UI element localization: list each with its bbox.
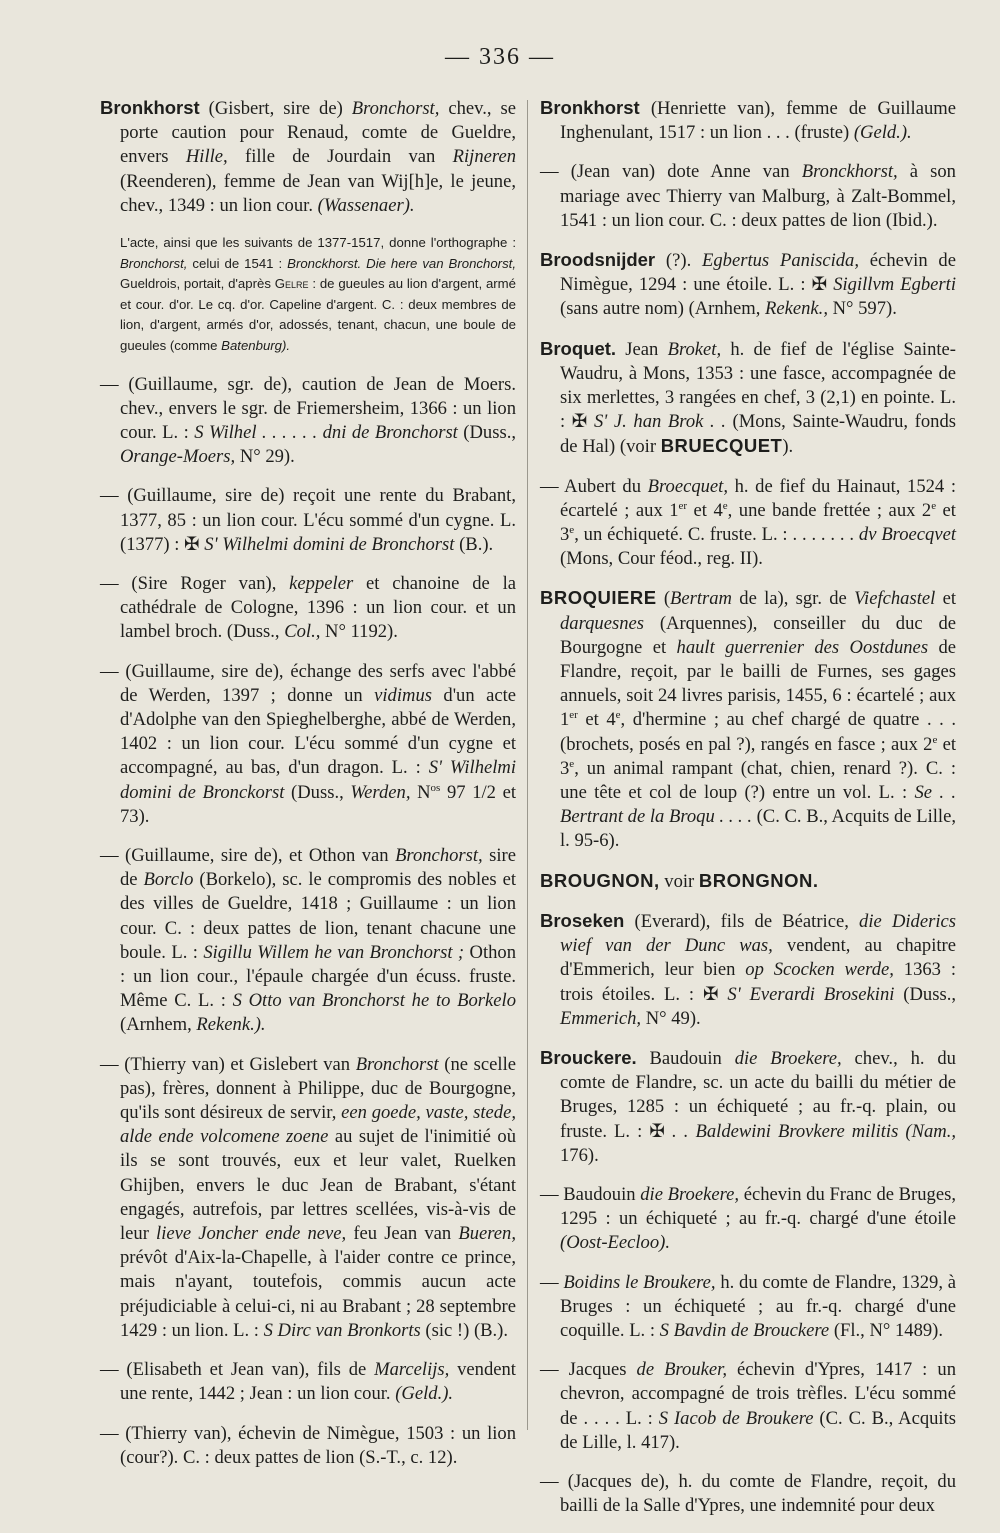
entry-brougnon — [540, 869, 956, 894]
entry-italic: (Oost-Eecloo). — [560, 1232, 670, 1254]
right-column — [540, 96, 956, 1533]
column-divider — [527, 100, 528, 1430]
entry-italic: keppeler — [289, 573, 354, 594]
entry-italic: die Diderics wief van der Dunc was, — [560, 910, 956, 957]
entry-italic: S Wilhel . . . . . . dni de Bronchorst — [194, 421, 458, 443]
superscript: e — [932, 733, 938, 746]
entry-text: (Duss., — [284, 781, 351, 803]
entry-text: — (Guillaume, sire de), échange des serfs avec l'abbé de Werden, 1397 ; donne un — [100, 660, 516, 706]
entry-italic: de Brouker, — [636, 1359, 727, 1381]
entry-italic: Col., — [284, 621, 321, 643]
entry-text: et chanoine de la cathédrale de Cologne, 1396 : un lion cour. et un lambel broch. (Duss., — [120, 573, 516, 643]
entry-heading: BROUGNON, — [540, 869, 660, 891]
entry-text: h. de fief du Hainaut, 1524 : écartelé ; aux 1 — [560, 475, 956, 521]
entry-italic: Bronchorst — [355, 1053, 439, 1075]
entry-text: chev., se porte caution pour Renaud, comte de Gueldre, envers — [120, 98, 516, 168]
entry-italic: (Wassenaer). — [317, 194, 415, 216]
entry-thierry-gislebert-1429 — [100, 1053, 516, 1343]
superscript: e — [569, 757, 575, 770]
left-column — [100, 96, 516, 1485]
cross-icon: ✠ — [571, 411, 588, 433]
page-number: — 336 — — [445, 44, 555, 70]
entry-italic: (Geld.). — [395, 1383, 454, 1405]
entry-italic: Emmerich, — [560, 1007, 642, 1029]
entry-italic: die Broekere, — [640, 1183, 740, 1205]
entry-text: — Jacques — [540, 1359, 637, 1381]
entry-italic: S' Wilhelmi domini de Bronchorst — [199, 533, 455, 555]
entry-baudouin-1295 — [540, 1183, 956, 1256]
entry-text: Baudouin — [636, 1047, 735, 1069]
entry-text: — — [540, 1271, 564, 1293]
entry-bronkhorst-gisbert — [100, 96, 516, 218]
entry-roger — [100, 572, 516, 645]
entry-italic: Rijneren — [452, 146, 516, 168]
entry-italic: Borclo — [143, 869, 194, 891]
entry-text: échevin d'Ypres, 1417 : un chevron, accompagné de trois trèfles. L'écu sommé de . . . . L. : — [560, 1359, 956, 1429]
entry-text: h. du comte de Flandre, 1329, à Bruges : un échiqueté ; au fr.-q. chargé d'une coquille. L. : — [560, 1271, 956, 1341]
entry-text: N° 597). — [827, 298, 897, 320]
entry-text: de la), sgr. de — [732, 588, 855, 610]
entry-italic: S Bavdin de Brouckere — [659, 1319, 830, 1341]
note-text: : de gueules au lion d'argent, armé et cour. d'or. Le cq. d'or. Capeline d'argent. C. : deux membres de lion, d'argent, armés d'or, adossés, tenant, chacun, une boule de gueules (comme — [120, 276, 516, 353]
entry-text: Jean — [616, 338, 668, 360]
entry-text: au sujet de l'inimitié où ils se sont trouvés, eux et leur valet, Ruelken Ghijben, envers le duc Jean de Brabant, s'étant engagés, autrefois, par lettres scellées, vis-à-vis de leur — [120, 1126, 516, 1245]
note-text: Gueldrois, portait, d'après — [120, 276, 275, 292]
entry-text: ( — [656, 588, 671, 610]
entry-italic: Bertram — [670, 588, 732, 610]
entry-italic: S Otto van Bronchorst he to Borkelo — [232, 990, 516, 1012]
entry-text: (?). — [655, 250, 703, 272]
entry-text: , un échiqueté. C. fruste. L. : . . . . . . . — [574, 524, 859, 546]
entry-text: et — [935, 588, 956, 610]
entry-guillaume-1377 — [100, 484, 516, 557]
entry-thierry-1503 — [100, 1422, 516, 1470]
entry-text: (Duss., — [894, 983, 956, 1005]
entry-italic: lieve Joncher ende neve, — [156, 1223, 347, 1245]
entry-text: à son mariage avec Thierry van Malburg, à Zalt-Bommel, 1541 : un lion cour. C. : deux pattes de lion (Ibid.). — [560, 161, 956, 231]
entry-heading: BROQUIERE — [540, 587, 657, 609]
entry-text: voir — [659, 870, 699, 892]
note-italic: Bronchorst, — [120, 255, 188, 271]
cross-reference: BRONGNON. — [698, 869, 819, 891]
entry-guillaume-1366 — [100, 373, 516, 470]
entry-italic: . . Baldewini Brovkere militis (Nam., — [664, 1120, 956, 1142]
entry-text: — (Guillaume, sgr. de), caution de Jean de Moers. chev., envers le sgr. de Friemersheim, 1366 : un lion cour. L. : — [100, 373, 516, 443]
entry-text: (sic !) (B.). — [420, 1319, 509, 1341]
entry-broodsnijder — [540, 248, 956, 322]
entry-italic: op Scocken werde, — [745, 959, 894, 981]
entry-text: (Arnhem, — [120, 1014, 197, 1036]
entry-text: , un animal rampant (chat, chien, renard ?). C. : une tête et col de loup (?) entre un vol. L. : — [560, 757, 956, 804]
entry-italic: Bueren, — [458, 1223, 516, 1245]
entry-italic: vidimus — [374, 684, 432, 706]
entry-broseken — [540, 909, 956, 1031]
entry-italic: Sigillu Willem he van Bronchorst ; — [203, 941, 465, 963]
entry-text: (B.). — [454, 533, 494, 555]
superscript: e — [569, 523, 575, 536]
entry-text: 1363 : trois étoiles. L. : — [560, 959, 956, 1005]
superscript: os — [430, 781, 441, 794]
entry-text: ). — [782, 436, 794, 458]
note-smallcaps: Gelre — [274, 276, 309, 292]
entry-text: échevin de Nimègue, 1294 : une étoile. L. : — [560, 250, 956, 296]
entry-text: 97 1/2 et 73). — [120, 781, 517, 827]
footnote — [100, 233, 516, 357]
entry-italic: Bronckhorst, — [801, 161, 898, 183]
entry-text: , une bande frettée ; aux 2 — [727, 499, 932, 521]
entry-text: — (Sire Roger van), — [100, 573, 290, 594]
entry-text: (Borkelo), sc. le compromis des nobles et des villes de Gueldre, 1418 ; Guillaume : un lion cour. C. : deux pattes de lion, tenant chacune une boule. L. : — [120, 869, 516, 963]
entry-text: (Duss., — [457, 421, 516, 443]
entry-text: vendent une rente, 1442 ; Jean : un lion cour. — [120, 1359, 516, 1405]
entry-aubert-1524 — [540, 475, 956, 572]
superscript: e — [931, 499, 937, 512]
entry-broquiere — [540, 586, 956, 853]
superscript: e — [722, 499, 728, 512]
entry-text: (Arquennes), conseiller du duc de Bourgogne et — [560, 612, 956, 658]
superscript: er — [678, 499, 688, 512]
superscript: er — [569, 709, 578, 722]
superscript: e — [615, 709, 621, 722]
entry-text: h. de fief de l'église Sainte-Waudru, à Mons, 1353 : une fasce, accompagnée de six merlettes, 3 rangées en chef, 3 (2,1) en pointe. L. : — [560, 338, 956, 433]
entry-italic: Egbertus Paniscida, — [702, 250, 859, 272]
entry-italic: S' Everardi Brosekini — [718, 983, 895, 1005]
entry-italic: Se . . Bertrant de la Broqu . . . . — [560, 782, 956, 828]
entry-heading: Broseken — [540, 909, 625, 931]
entry-text: fille de Jourdain van — [227, 146, 453, 168]
entry-text: N° 29). — [235, 446, 295, 468]
entry-text: sire de — [120, 845, 516, 891]
entry-text: — (Jean van) dote Anne van — [540, 161, 802, 183]
entry-text: (Mons, Sainte-Waudru, fonds de Hal) (voir — [560, 411, 956, 458]
note-italic: Bronckhorst. Die here van Bronchorst, — [287, 255, 516, 271]
entry-italic: Marcelijs, — [374, 1359, 450, 1381]
entry-italic: darquesnes — [560, 612, 645, 634]
entry-guillaume-1397 — [100, 660, 516, 829]
entry-text: N° 1192). — [320, 621, 398, 643]
note-text: L'acte, ainsi que les suivants de 1377-1517, donne l'orthographe : — [120, 235, 516, 251]
entry-text: — (Guillaume, sire de), et Othon van — [100, 845, 396, 867]
entry-text: (Reenderen), femme de Jean van Wij[h]e, le jeune, chev., 1349 : un lion cour. — [120, 170, 516, 216]
entry-italic: Broket, — [667, 338, 722, 360]
cross-icon: ✠ — [649, 1120, 665, 1142]
entry-italic: die Broekere, — [734, 1047, 842, 1069]
entry-text: (C. C. B., Acquits de Lille, l. 417). — [560, 1407, 957, 1453]
note-text: celui de 1541 : — [187, 255, 288, 271]
entry-text: et 4 — [577, 709, 616, 731]
entry-text: 176). — [560, 1144, 599, 1166]
entry-text: et 3 — [560, 733, 956, 779]
entry-heading: Broodsnijder — [540, 249, 656, 271]
entry-text: — Baudouin — [540, 1183, 641, 1205]
entry-italic: S Dirc van Bronkorts — [263, 1319, 421, 1341]
entry-text: (sans autre nom) (Arnhem, — [560, 298, 765, 320]
entry-jean-1541 — [540, 160, 956, 233]
entry-elisabeth-jean-1442 — [100, 1358, 516, 1406]
entry-text: de Flandre, reçoit, par le bailli de Furnes, ses gages annuels, soit 24 livres parisis, 1455, 6 : écartelé ; aux 1 — [560, 636, 957, 731]
entry-brouckere — [540, 1046, 956, 1168]
entry-text: (Mons, Cour féod., reg. II). — [560, 548, 763, 570]
entry-text: — (Elisabeth et Jean van), fils de — [100, 1359, 375, 1381]
entry-italic: Viefchastel — [854, 588, 936, 610]
entry-heading: Bronkhorst — [100, 97, 200, 118]
entry-italic: S Iacob de Broukere — [658, 1407, 814, 1429]
entry-italic: S' J. han Brok . . — [587, 411, 726, 433]
entry-text: d'un acte d'Adolphe van den Spieghelberghe, abbé de Werden, 1402 : un lion cour. L'écu sommé d'un cygne et accompagné, au bas, d'un dragon. L. : — [120, 684, 516, 779]
entry-jacques-1417 — [540, 1358, 956, 1455]
entry-text: — (Guillaume, sire de) reçoit une rente du Brabant, 1377, 85 : un lion cour. L'écu sommé d'un cygne. L. (1377) : — [100, 485, 516, 555]
entry-heading: Broquet. — [540, 337, 617, 359]
entry-text: — (Thierry van), échevin de Nimègue, 1503 : un lion (cour?). C. : deux pattes de lion (S.-T., c. 12). — [100, 1422, 516, 1468]
entry-italic: een goede, vaste, stede, alde ende volcomene zoene — [120, 1102, 517, 1148]
entry-heading: Bronkhorst — [540, 97, 640, 118]
entry-text: (C. C. B., Acquits de Lille, l. 95-6). — [560, 806, 956, 852]
entry-italic: dv Broecqvet — [858, 524, 956, 546]
entry-italic: Broecquet, — [647, 475, 728, 497]
entry-text: (Fl., N° 1489). — [829, 1319, 944, 1341]
entry-text: Othon : un lion cour., l'épaule chargée d'un écuss. fruste. Même C. L. : — [120, 941, 517, 1012]
entry-italic: Bronchorst, — [395, 845, 483, 867]
entry-italic: S' Wilhelmi domini de Bronckorst — [120, 757, 517, 803]
entry-text: échevin du Franc de Bruges, 1295 : un échiqueté ; au fr.-q. chargé d'une étoile — [560, 1183, 956, 1230]
entry-italic: Hille, — [185, 146, 228, 168]
entry-italic: Rekenk.). — [196, 1014, 266, 1036]
cross-icon: ✠ — [702, 983, 719, 1005]
entry-italic: Sigillvm Egberti — [827, 274, 956, 296]
cross-icon: ✠ — [184, 533, 200, 555]
entry-text: (Henriette van), femme de Guillaume Inghenulant, 1517 : un lion . . . (fruste) — [560, 98, 956, 144]
entry-text: et 3 — [560, 499, 956, 546]
entry-jacques-bailli — [540, 1470, 956, 1518]
entry-bronkhorst-henriette — [540, 96, 956, 145]
entry-italic: (Geld.). — [853, 122, 912, 144]
entry-text: feu Jean van — [346, 1223, 459, 1245]
entry-heading: Brouckere. — [540, 1046, 637, 1068]
entry-italic: Boidins le Broukere, — [563, 1271, 716, 1293]
entry-text: (Gisbert, sire de) — [199, 98, 352, 119]
entry-text: prévôt d'Aix-la-Chapelle, à l'aider contre ce prince, mais n'ayant, toutefois, commis aucun acte préjudiciable à celui-ci, ni au Brabant ; 28 septembre 1429 : un lion. L. : — [120, 1247, 516, 1341]
entry-text: (Everard), fils de Béatrice, — [624, 910, 860, 932]
entry-boidins-1329 — [540, 1271, 956, 1344]
note-italic: Batenburg). — [221, 337, 291, 353]
entry-italic: Bronchorst, — [351, 98, 440, 119]
entry-text: N — [410, 781, 431, 803]
entry-text: et 4 — [687, 499, 723, 521]
entry-italic: Rekenk., — [765, 298, 828, 320]
entry-text: N° 49). — [641, 1007, 701, 1029]
entry-guillaume-othon-1418 — [100, 844, 516, 1038]
entry-text: , d'hermine ; au chef chargé de quatre . . . (brochets, posés en pal ?), rangés en fasce ; aux 2 — [560, 709, 956, 755]
entry-text: chev., h. du comte de Flandre, sc. un acte du bailli du métier de Bruges, 1285 : un échiqueté ; au fr.-q. plain, ou fruste. L. : — [560, 1047, 956, 1142]
entry-italic: Werden, — [350, 781, 411, 803]
cross-icon: ✠ — [811, 274, 828, 296]
entry-text: (ne scelle pas), frères, donnent à Philippe, duc de Bourgogne, qu'ils sont désireux de servir, — [120, 1053, 516, 1124]
entry-text: — (Thierry van) et Gislebert van — [100, 1053, 356, 1075]
entry-broquet — [540, 337, 956, 460]
entry-text: — Aubert du — [540, 475, 648, 497]
entry-text: vendent, au chapitre d'Emmerich, leur bien — [560, 935, 956, 981]
entry-italic: hault guerrenier des Oostdunes — [676, 636, 929, 658]
entry-italic: Orange-Moers, — [120, 446, 236, 468]
entry-text: — (Jacques de), h. du comte de Flandre, reçoit, du bailli de la Salle d'Ypres, une indemnité pour deux — [540, 1470, 956, 1517]
cross-reference: BRUECQUET — [660, 435, 783, 457]
